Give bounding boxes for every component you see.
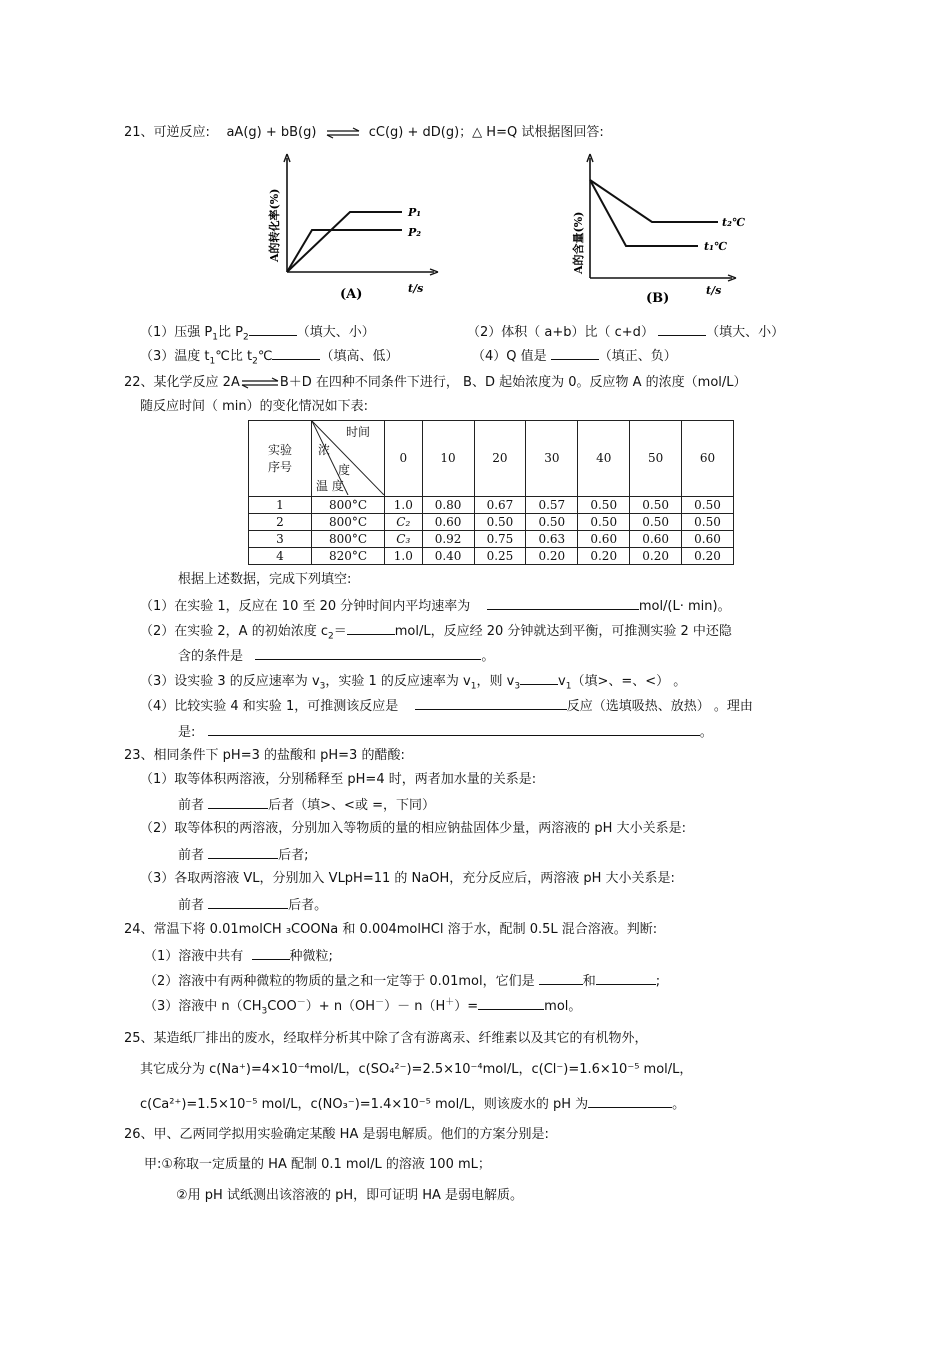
table-row: 2 800°C C₂ 0.60 0.50 0.50 0.50 0.50 0.50	[249, 513, 734, 530]
q24-a: （1）溶液中共有 种微粒;	[144, 946, 333, 966]
q23-a1: （1）取等体积两溶液，分别稀释至 pH=4 时，两者加水量的关系是:	[140, 772, 537, 787]
equilibrium-arrow-icon	[321, 127, 365, 139]
table-time-col: 10	[422, 421, 474, 497]
q21-answer-4[interactable]	[551, 346, 599, 360]
q25-line2: 其它成分为 c(Na⁺)=4×10⁻⁴mol/L，c(SO₄²⁻)=2.5×10⁻⁴mol/L，c(Cl⁻)=1.6×10⁻⁵ mol/L，	[140, 1062, 693, 1077]
q21-answer-1[interactable]	[249, 322, 297, 336]
graph-b-caption: (B)	[646, 291, 670, 306]
q23-answer-3[interactable]	[208, 895, 288, 909]
q22-intro: 根据上述数据，完成下列填空:	[178, 572, 352, 587]
q24-b: （2）溶液中有两种微粒的物质的量之和一定等于 0.01mol，它们是 和 ;	[144, 971, 660, 991]
graph-a-curve1-label: P₁	[408, 206, 422, 219]
q25-line3: c(Ca²⁺)=1.5×10⁻⁵ mol/L，c(NO₃⁻)=1.4×10⁻⁵ mol/L，则该废水的 pH 为 。	[140, 1094, 685, 1114]
q21-part2: （2）体积（ a+b）比（ c+d） （填大、小）	[467, 322, 784, 342]
q21-prefix: 21、可逆反应:	[124, 125, 210, 140]
q21-part1: （1）压强 $P_1$比 $P_2$ （填大、小）	[140, 322, 375, 342]
q24-answer-3[interactable]	[596, 971, 656, 985]
q24-answer-1[interactable]	[252, 946, 290, 960]
graph-a-ylabel: A的转化率(%)	[268, 188, 281, 262]
q22-line2: 随反应时间（ min）的变化情况如下表:	[140, 399, 369, 414]
graph-b-ylabel: A的含量(%)	[572, 211, 585, 274]
q24-answer-4[interactable]	[478, 996, 544, 1010]
q26-plan-a-1: 甲:①称取一定质量的 HA 配制 0.1 mol/L 的溶液 100 mL；	[144, 1157, 491, 1172]
q26-plan-a-2: ②用 pH 试纸测出该溶液的 pH，即可证明 HA 是弱电解质。	[176, 1188, 524, 1203]
q21-part3: （3）温度 $t_1℃$比 $t_2℃$ （填高、低）	[140, 346, 398, 366]
graph-a-curve2-label: P₂	[408, 226, 422, 239]
table-time-col: 40	[578, 421, 630, 497]
q22-s4-cont: 是: 。	[178, 722, 713, 742]
graph-a-xlabel: t/s	[408, 282, 424, 295]
q23-answer-2[interactable]	[208, 845, 278, 859]
q25-head: 25、某造纸厂排出的废水，经取样分析其中除了含有游离汞、纤维素以及其它的有机物外，	[124, 1031, 648, 1046]
q21-answer-3[interactable]	[272, 346, 320, 360]
table-row: 3 800°C C₃ 0.92 0.75 0.63 0.60 0.60 0.60	[249, 530, 734, 547]
q21-eq-right: cC(g) + dD(g)；△ H=Q 试根据图回答:	[368, 125, 604, 140]
q22-line1: 22、某化学反应 2A B＋D 在四种不同条件下进行， B、D 起始浓度为 0。反应物 A 的浓度（mol/L）	[124, 375, 747, 390]
table-time-col: 60	[682, 421, 734, 497]
table-time-col: 0	[385, 421, 423, 497]
graph-b-xlabel: t/s	[706, 284, 722, 297]
table-time-col: 20	[474, 421, 526, 497]
table-time-col: 30	[526, 421, 578, 497]
table-row: 4 820°C 1.0 0.40 0.25 0.20 0.20 0.20 0.20	[249, 547, 734, 564]
q26-head: 26、甲、乙两同学拟用实验确定某酸 HA 是弱电解质。他们的方案分别是:	[124, 1127, 549, 1142]
graph-b-curve2-label: t₁℃	[704, 240, 728, 253]
table-row: 1 800°C 1.0 0.80 0.67 0.57 0.50 0.50 0.50	[249, 496, 734, 513]
graph-a-curve-p2	[287, 230, 402, 272]
q23-a2: 前者 后者（填>、<或 =，下同）	[178, 795, 435, 815]
graph-a-caption: (A)	[340, 287, 363, 302]
q23-head: 23、相同条件下 pH=3 的盐酸和 pH=3 的醋酸:	[124, 748, 405, 763]
q23-b1: （2）取等体积的两溶液，分别加入等物质的量的相应钠盐固体少量，两溶液的 pH 大小关系是:	[140, 821, 686, 836]
graph-b-curve1-label: t₂℃	[722, 216, 746, 229]
table-header-diagonal: 时间 浓 度 温 度	[312, 421, 385, 497]
q22-s2-cont: 含的条件是 。	[178, 646, 494, 666]
table-time-col: 50	[630, 421, 682, 497]
concentration-table	[248, 420, 734, 565]
q22-answer-2[interactable]	[347, 621, 395, 635]
q24-answer-2[interactable]	[539, 971, 583, 985]
graph-b	[568, 150, 748, 310]
q24-head: 24、常温下将 0.01molCH ₃COONa 和 0.004molHCl 溶于水，配制 0.5L 混合溶液。判断:	[124, 922, 658, 937]
q23-answer-1[interactable]	[208, 795, 268, 809]
q22-answer-4[interactable]	[520, 671, 558, 685]
q25-answer[interactable]	[588, 1094, 672, 1108]
q22-answer-3[interactable]	[255, 646, 481, 660]
q24-c: （3）溶液中 $n(CH_3COO^-)+ n(OH^-)- n(H^+)=$ mol。	[144, 997, 582, 1017]
q22-answer-6[interactable]	[208, 722, 700, 736]
q21-answer-2[interactable]	[658, 322, 706, 336]
q22-s1: （1）在实验 1，反应在 10 至 20 分钟时间内平均速率为 mol/(L· min)。	[140, 596, 731, 616]
reversible-arrow-icon	[240, 377, 280, 389]
q21-part4: （4）Q 值是 （填正、负）	[472, 346, 677, 366]
q23-b2: 前者 后者;	[178, 845, 309, 865]
table-header-exp: 实验 序号	[249, 421, 312, 497]
q22-s2: （2）在实验 2，A 的初始浓度 $c_2= mol/L$，反应经 20 分钟就达到平衡，可推测实验 2 中还隐	[140, 621, 732, 641]
q22-s3: （3）设实验 3 的反应速率为 $v_3$，实验 1 的反应速率为 $v_1$，则 $v_3$ $v_1$（填>、=、<） 。	[140, 671, 686, 691]
q21-header	[124, 124, 604, 142]
q22-s4: （4）比较实验 4 和实验 1，可推测该反应是 反应（选填吸热、放热） 。理由	[140, 696, 753, 716]
q23-c2: 前者 后者。	[178, 895, 327, 915]
q22-answer-1[interactable]	[487, 596, 639, 610]
q21-eq-left: aA(g) + bB(g)	[226, 125, 317, 140]
q23-c1: （3）各取两溶液 VL，分别加入 VLpH=11 的 NaOH，充分反应后，两溶液 pH 大小关系是:	[140, 871, 675, 886]
graph-a	[262, 150, 442, 310]
q22-answer-5[interactable]	[415, 696, 567, 710]
